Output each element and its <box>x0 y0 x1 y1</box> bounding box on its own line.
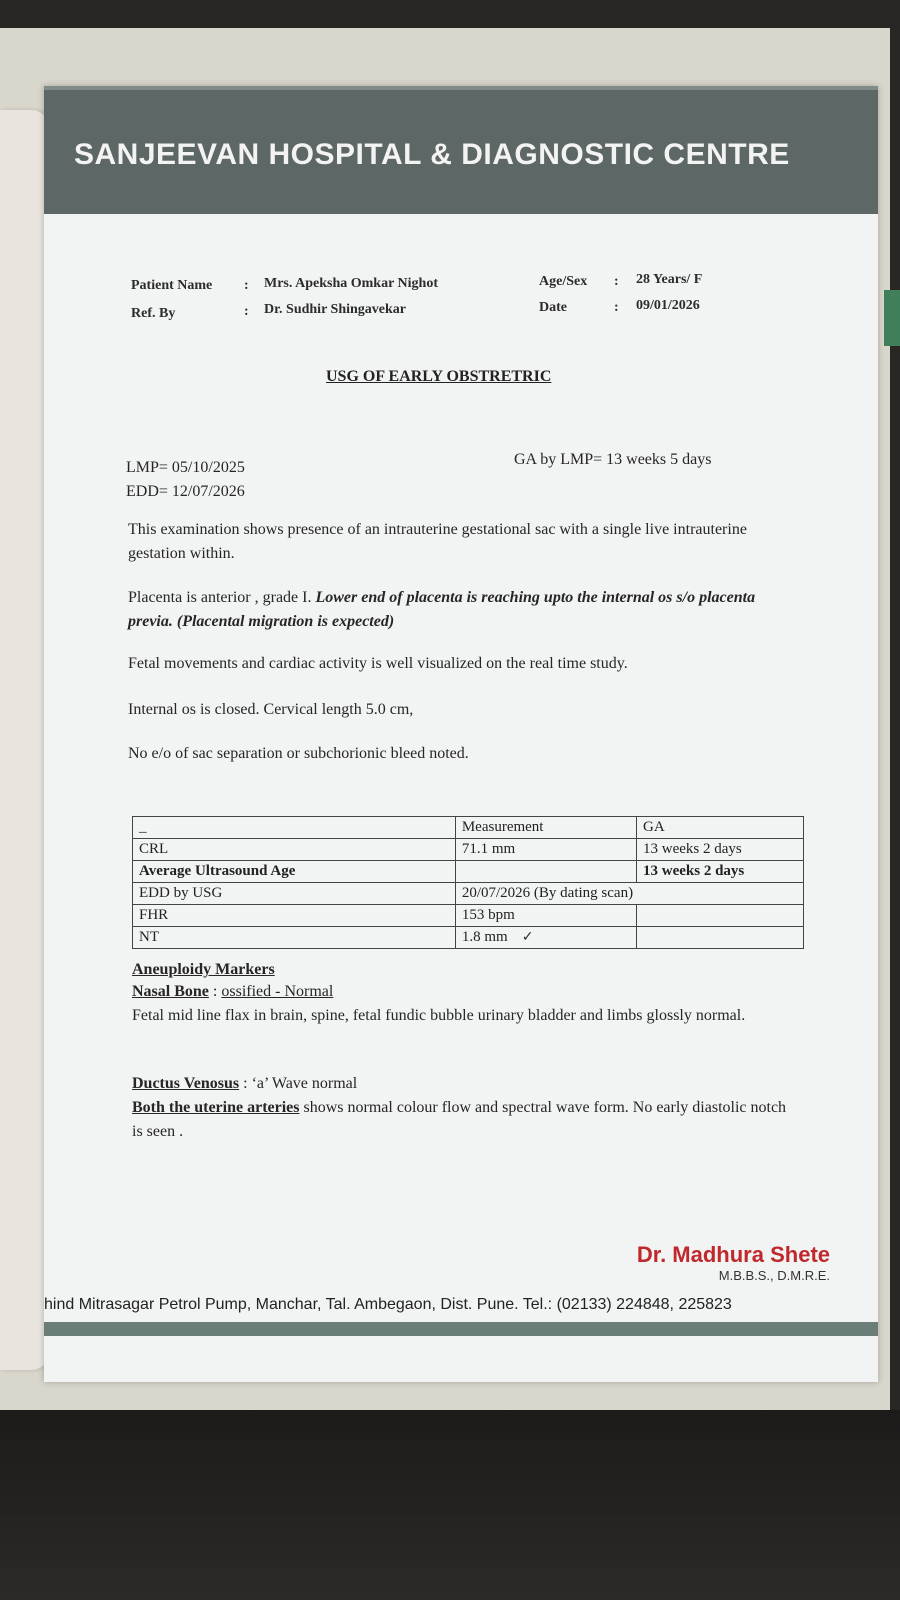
table-row <box>133 839 804 861</box>
finding-fetal-movements: Fetal movements and cardiac activity is well visualized on the real time study. <box>128 655 628 672</box>
ductus-label: Ductus Venosus <box>132 1075 240 1092</box>
table-cell <box>455 927 636 949</box>
table-cell: 13 weeks 2 days <box>637 861 804 883</box>
colon: : <box>244 278 249 293</box>
table-cell: Measurement <box>455 817 636 839</box>
nasal-bone-sep: : <box>208 983 222 1000</box>
ductus-line <box>132 1072 357 1096</box>
table-cell: GA <box>637 817 804 839</box>
folder-left-edge <box>0 110 48 1370</box>
hospital-name: SANJEEVAN HOSPITAL & DIAGNOSTIC CENTRE <box>74 138 790 171</box>
ductus-value: : ‘a’ Wave normal <box>239 1075 358 1092</box>
patient-name-label: Patient Name <box>131 278 213 293</box>
check-mark-icon: ✓ <box>521 930 534 945</box>
footer-band <box>44 1322 878 1336</box>
doctor-signature-block <box>637 1242 830 1283</box>
report-title: USG OF EARLY OBSTRETRIC <box>326 368 552 385</box>
report-sheet <box>44 86 878 1382</box>
uterine-value: shows normal colour flow and spectral wave form. No early diastolic notch is seen . <box>132 1099 787 1140</box>
colon: : <box>614 274 619 289</box>
table-header-row <box>133 817 804 839</box>
aneuploidy-heading <box>132 958 275 982</box>
table-cell: NT <box>133 927 456 949</box>
footer-address: hind Mitrasagar Petrol Pump, Manchar, Tal. Ambegaon, Dist. Pune. Tel.: (02133) 224848, 225823 <box>44 1296 732 1313</box>
finding-gestation: This examination shows presence of an intrauterine gestational sac with a single live intrauterine gestation within. <box>128 521 747 562</box>
table-row <box>133 905 804 927</box>
placenta-text: Placenta is anterior , grade I. <box>128 589 316 606</box>
age-sex-label: Age/Sex <box>539 274 588 289</box>
colon: : <box>614 300 619 315</box>
finding-placenta <box>128 586 788 634</box>
table-cell: CRL <box>133 839 456 861</box>
nt-value: 1.8 mm <box>461 929 508 945</box>
uterine-label: Both the uterine arteries <box>132 1099 300 1116</box>
placenta-emphasis: Lower end of placenta is reaching upto the internal os s/o placenta previa. (Placental migration is expected) <box>128 589 756 630</box>
aneuploidy-heading-text: Aneuploidy Markers <box>132 961 275 978</box>
table-cell: 153 bpm <box>455 905 636 927</box>
nasal-bone-value: ossified - Normal <box>221 983 334 1000</box>
ga-by-lmp: GA by LMP= 13 weeks 5 days <box>514 451 712 468</box>
table-cell: FHR <box>133 905 456 927</box>
table-cell: 20/07/2026 (By dating scan) <box>455 883 803 905</box>
table-cell: 13 weeks 2 days <box>637 839 804 861</box>
edd-line: EDD= 12/07/2026 <box>126 483 245 500</box>
table-cell: 71.1 mm <box>455 839 636 861</box>
table-row <box>133 927 804 949</box>
doctor-degree: M.B.B.S., D.M.R.E. <box>718 1268 830 1283</box>
table-cell <box>637 905 804 927</box>
letterhead-band <box>44 86 878 214</box>
table-cell <box>637 927 804 949</box>
finding-internal-os: Internal os is closed. Cervical length 5.0 cm, <box>128 701 414 718</box>
table-cell: EDD by USG <box>133 883 456 905</box>
table-row <box>133 861 804 883</box>
table-surface <box>0 1410 900 1600</box>
doctor-name: Dr. Madhura Shete <box>636 1242 830 1267</box>
patient-name-value: Mrs. Apeksha Omkar Nighot <box>264 276 438 291</box>
table-row <box>133 883 804 905</box>
nasal-bone-line <box>132 980 333 1004</box>
table-cell: Average Ultrasound Age <box>133 861 456 883</box>
colon: : <box>244 304 249 319</box>
date-label: Date <box>539 300 567 315</box>
ref-by-label: Ref. By <box>131 306 176 321</box>
ref-by-value: Dr. Sudhir Shingavekar <box>264 302 406 317</box>
folder-tab <box>884 290 900 346</box>
midline-finding: Fetal mid line flax in brain, spine, fetal fundic bubble urinary bladder and limbs glossly normal. <box>132 1007 746 1024</box>
finding-sac: No e/o of sac separation or subchorionic bleed noted. <box>128 745 469 762</box>
age-sex-value: 28 Years/ F <box>636 272 703 287</box>
table-cell: _ <box>133 817 456 839</box>
nasal-bone-label: Nasal Bone <box>132 983 209 1000</box>
lmp-line: LMP= 05/10/2025 <box>126 459 245 476</box>
date-value: 09/01/2026 <box>636 298 700 313</box>
measurement-table <box>132 816 804 949</box>
uterine-finding <box>132 1096 792 1144</box>
table-cell <box>455 861 636 883</box>
